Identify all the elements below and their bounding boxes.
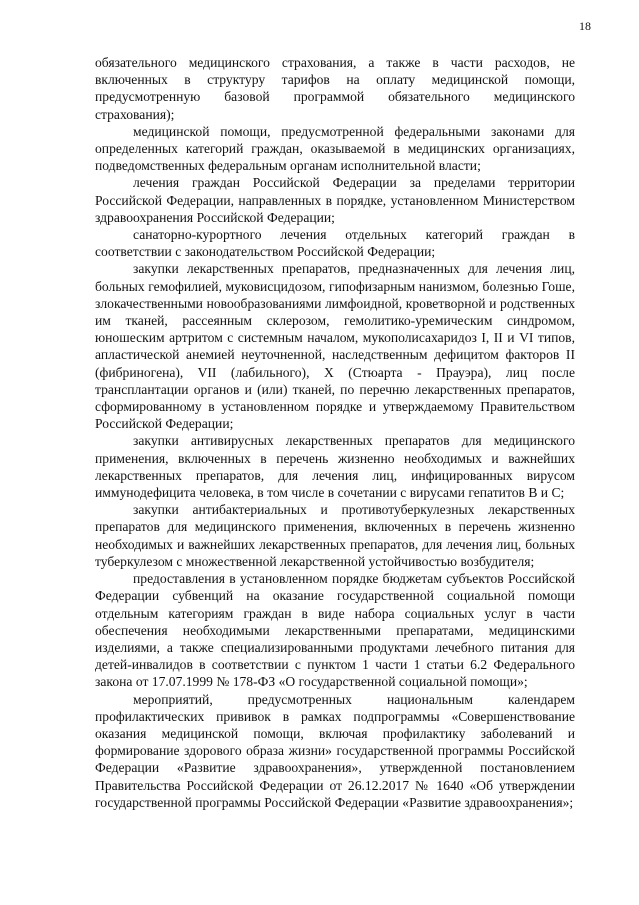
paragraph: предоставления в установленном порядке бюджетам субъектов Российской Федерации субвенций на оказание государственной социальной помощи отдельным категориям граждан в виде набора социальных услуг в части обеспечения необходимыми лекарственными препаратами, медицинскими изделиями, а также специализированными продуктами лечебного питания для детей-инвалидов в соответствии с пунктом 1 части 1 статьи 6.2 Федерального закона от 17.07.1999 № 178-ФЗ «О государственной социальной помощи»; [95,571,575,690]
body-text [95,54,575,811]
paragraph: лечения граждан Российской Федерации за пределами территории Российской Федерации, направленных в порядке, установленном Министерством здравоохранения Российской Федерации; [95,175,575,225]
paragraph: закупки антивирусных лекарственных препаратов для медицинского применения, включенных в перечень жизненно необходимых и важнейших лекарственных препаратов, для лечения лиц, инфицированных вирусом иммунодефицита человека, в том числе в сочетании с вирусами гепатитов B и C; [95,433,575,501]
paragraph: санаторно-курортного лечения отдельных категорий граждан в соответствии с законодательством Российской Федерации; [95,227,575,260]
paragraph: медицинской помощи, предусмотренной федеральными законами для определенных категорий граждан, оказываемой в медицинских организациях, подведомственных федеральным органам исполнительной власти; [95,123,575,174]
paragraph: закупки лекарственных препаратов, предназначенных для лечения лиц, больных гемофилией, муковисцидозом, гипофизарным нанизмом, болезнью Гоше, злокачественными новообразованиями лимфоидной, кроветворной и родственных им тканей, рассеянным склерозом, гемолитико-уремическим синдромом, юношеским артритом с системным началом, мукополисахаридоз I, II и VI типов, апластической анемией неуточненной, наследственным дефицитом факторов II (фибриногена), VII (лабильного), X (Стюарта - Прауэра), лиц после трансплантации органов и (или) тканей, по перечню лекарственных препаратов, сформированному в установленном порядке и утверждаемому Правительством Российской Федерации; [95,261,575,432]
paragraph: обязательного медицинского страхования, а также в части расходов, не включенных в структуру тарифов на оплату медицинской помощи, предусмотренную базовой программой обязательного медицинского страхования); [95,55,575,122]
paragraph: мероприятий, предусмотренных национальным календарем профилактических прививок в рамках подпрограммы «Совершенствование оказания медицинской помощи, включая профилактику заболеваний и формирование здорового образа жизни» государственной программы Российской Федерации «Развитие здравоохранения», утвержденной постановлением Правительства Российской Федерации от 26.12.2017 № 1640 «Об утверждении государственной программы Российской Федерации «Развитие здравоохранения»; [95,691,575,810]
paragraph: закупки антибактериальных и противотуберкулезных лекарственных препаратов для медицинского применения, включенных в перечень жизненно необходимых и важнейших лекарственных препаратов, для лечения лиц, больных туберкулезом с множественной лекарственной устойчивостью возбудителя; [95,502,575,569]
page-number: 18 [579,19,591,33]
